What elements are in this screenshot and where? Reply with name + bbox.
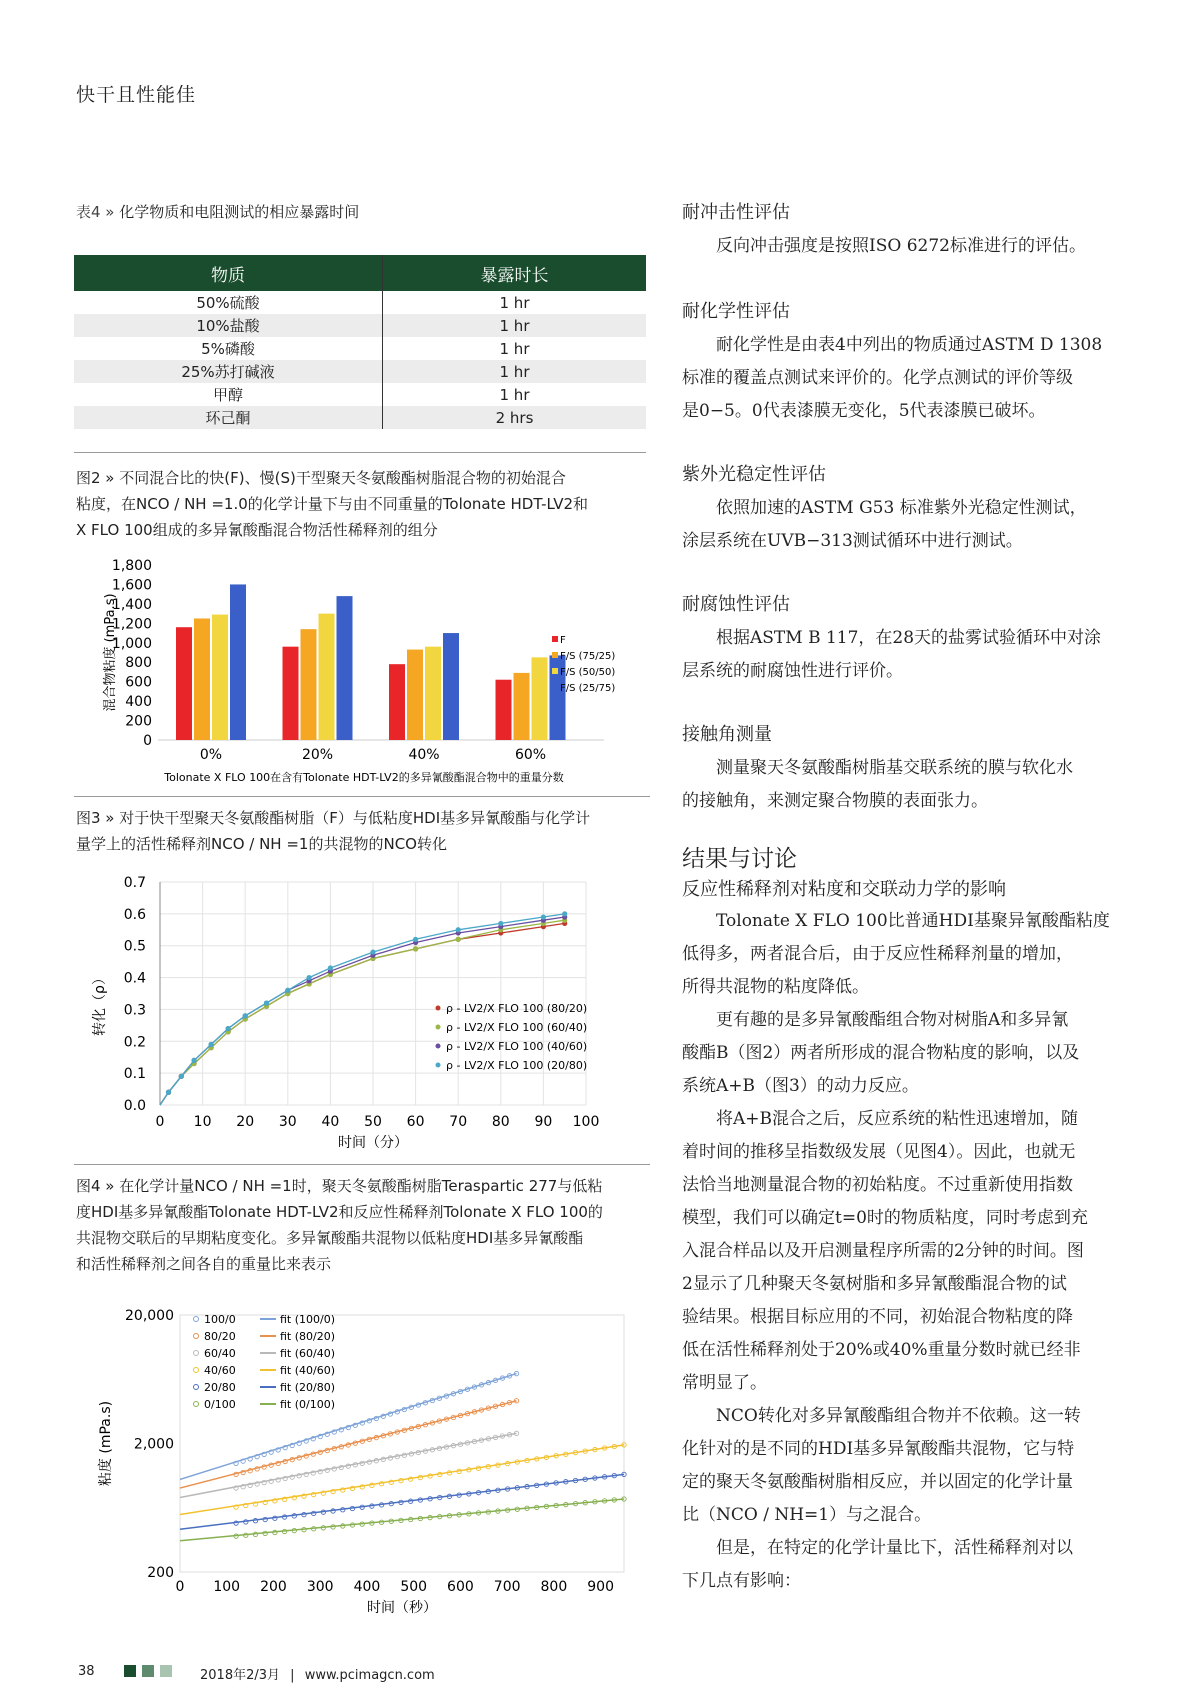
- y-axis-label: 粘度 (mPa.s): [98, 1400, 114, 1487]
- legend-label: fit (80/20): [280, 1330, 336, 1343]
- legend-marker: [194, 1334, 199, 1339]
- paragraph-line: 标准的覆盖点测试来评价的。化学点测试的评价等级: [682, 368, 1073, 388]
- legend-marker: [436, 1025, 441, 1030]
- paragraph-line: 是0−5。0代表漆膜无变化，5代表漆膜已破坏。: [682, 401, 1046, 421]
- table-cell: 5%磷酸: [74, 337, 383, 360]
- square-icon: [160, 1665, 172, 1677]
- paragraph-line: 酸酯B（图2）两者所形成的混合物粘度的影响，以及: [682, 1043, 1080, 1063]
- paragraph-line: 定的聚天冬氨酸酯树脂相反应，并以固定的化学计量: [682, 1472, 1073, 1492]
- section-title: 接触角测量: [682, 724, 772, 745]
- y-tick-label: 0: [143, 733, 152, 749]
- bar: [532, 657, 548, 740]
- exposure-table: [74, 255, 646, 429]
- data-point: [179, 1074, 184, 1079]
- bar: [319, 614, 335, 740]
- legend-label: 20/80: [204, 1381, 236, 1394]
- legend-marker: [194, 1351, 199, 1356]
- data-point: [562, 911, 567, 916]
- table-cell: 1 hr: [383, 314, 647, 337]
- legend-label: F/S (50/50): [560, 667, 616, 678]
- legend-swatch: [552, 684, 558, 690]
- y-tick-label: 0.1: [123, 1066, 146, 1083]
- paragraph-line: 模型，我们可以确定t=0时的物质粘度，同时考虑到充: [682, 1208, 1088, 1228]
- x-tick-label: 400: [353, 1579, 381, 1595]
- data-point: [226, 1026, 231, 1031]
- data-point: [307, 975, 312, 980]
- results-heading: 结果与讨论: [682, 846, 797, 872]
- table-row: [74, 406, 646, 429]
- x-tick-label: 0%: [199, 747, 223, 763]
- y-tick-label: 1,200: [111, 616, 152, 633]
- legend-swatch: [552, 668, 558, 674]
- footer-squares: [124, 1665, 172, 1677]
- y-tick-label: 1,800: [111, 558, 152, 574]
- y-tick-label: 0.3: [123, 1002, 146, 1019]
- paragraph-line: Tolonate X FLO 100比普通HDI基聚异氰酸酯粘度: [716, 911, 1110, 931]
- table-row: [74, 383, 646, 406]
- bar: [443, 633, 459, 740]
- paragraph-line: 测量聚天冬氨酸酯树脂基交联系统的膜与软化水: [716, 758, 1073, 778]
- legend-label: fit (40/60): [280, 1364, 336, 1377]
- paragraph-line: NCO转化对多异氰酸酯组合物并不依赖。这一转: [716, 1406, 1081, 1426]
- y-tick-label: 0.2: [123, 1034, 146, 1051]
- paragraph-line: 化针对的是不同的HDI基多异氰酸酯共混物，它与特: [682, 1439, 1075, 1459]
- y-tick-label: 0.0: [123, 1098, 146, 1114]
- section-title: 耐化学性评估: [682, 301, 790, 322]
- paragraph-line: 所得共混物的粘度降低。: [682, 977, 869, 997]
- data-point: [285, 988, 290, 993]
- paragraph-line: 的接触角，来测定聚合物膜的表面张力。: [682, 791, 988, 811]
- paragraph-line: 根据ASTM B 117，在28天的盐雾试验循环中对涂: [716, 628, 1102, 648]
- paragraph-line: 但是，在特定的化学计量比下，活性稀释剂对以: [716, 1538, 1073, 1558]
- paragraph-line: 验结果。根据目标应用的不同，初始混合物粘度的降: [682, 1307, 1073, 1327]
- legend-label: 40/60: [204, 1364, 236, 1377]
- legend-label: fit (0/100): [280, 1398, 336, 1411]
- square-icon: [124, 1665, 136, 1677]
- table-cell: 甲醇: [74, 383, 383, 406]
- legend-label: fit (60/40): [280, 1347, 336, 1360]
- legend-label: 100/0: [204, 1313, 236, 1326]
- x-tick-label: 10: [193, 1114, 212, 1130]
- fig4-caption-line: 度HDI基多异氰酸酯Tolonate HDT-LV2和反应性稀释剂Tolonate X FLO 100的: [76, 1203, 603, 1221]
- section-title: 耐腐蚀性评估: [682, 594, 790, 615]
- legend-marker: [194, 1368, 199, 1373]
- right-column: [682, 198, 1130, 1598]
- data-point: [541, 914, 546, 919]
- x-tick-label: 300: [306, 1579, 334, 1595]
- fig4-caption: [76, 1173, 666, 1277]
- section-title: 紫外光稳定性评估: [682, 464, 826, 485]
- x-tick-label: 100: [213, 1579, 241, 1595]
- legend-marker: [194, 1317, 199, 1322]
- table-cell: 50%硫酸: [74, 291, 383, 314]
- y-tick-label: 0.7: [123, 875, 146, 891]
- x-tick-label: 800: [540, 1579, 568, 1595]
- y-tick-label: 200: [125, 713, 152, 730]
- issue-date: 2018年2/3月: [200, 1668, 281, 1683]
- y-tick-label: 1,600: [111, 577, 152, 594]
- data-point: [264, 1000, 269, 1005]
- legend-swatch: [552, 636, 558, 642]
- x-tick-label: 700: [493, 1579, 521, 1595]
- legend-label: 0/100: [204, 1398, 236, 1411]
- bar: [407, 650, 423, 740]
- x-tick-label: 30: [278, 1114, 297, 1130]
- section-title: 耐冲击性评估: [682, 202, 790, 223]
- table-cell: 10%盐酸: [74, 314, 383, 337]
- paragraph-line: 更有趣的是多异氰酸酯组合物对树脂A和多异氰: [716, 1010, 1069, 1030]
- x-tick-label: 60%: [514, 747, 547, 763]
- fig4-caption-line: 共混物交联后的早期粘度变化。多异氰酸酯共混物以低粘度HDI基多异氰酸酯: [76, 1229, 584, 1247]
- y-tick-label: 0.5: [123, 938, 146, 955]
- footer-issue: [200, 1664, 435, 1683]
- data-point: [191, 1058, 196, 1063]
- subsection-title: 反应性稀释剂对粘度和交联动力学的影响: [682, 879, 1006, 900]
- fig2-caption-line: 图2 » 不同混合比的快(F)、慢(S)干型聚天冬氨酸酯树脂混合物的初始混合: [76, 469, 566, 487]
- bar: [194, 618, 210, 740]
- table4-caption: [76, 199, 359, 225]
- data-point: [413, 937, 418, 942]
- x-axis-label: 时间（秒）: [367, 1600, 437, 1616]
- table-cell: 1 hr: [499, 293, 530, 312]
- y-tick-label: 800: [125, 655, 152, 672]
- bar: [176, 627, 192, 740]
- data-point: [243, 1013, 248, 1018]
- legend-marker: [436, 1006, 441, 1011]
- paragraph-line: 依照加速的ASTM G53 标准紫外光稳定性测试，: [716, 498, 1087, 518]
- paragraph-line: 反向冲击强度是按照ISO 6272标准进行的评估。: [716, 236, 1086, 256]
- legend-label: ρ - LV2/X FLO 100 (60/40): [446, 1021, 588, 1034]
- legend-label: fit (100/0): [280, 1313, 336, 1326]
- table-row: [74, 337, 646, 360]
- y-tick-label: 0.6: [123, 906, 146, 923]
- bar: [230, 584, 246, 740]
- fig4-caption-line: 和活性稀释剂之间各自的重量比来表示: [76, 1255, 332, 1273]
- fig3-caption: [76, 805, 666, 857]
- website-link[interactable]: www.pcimagcn.com: [304, 1668, 435, 1683]
- legend-label: F/S (25/75): [560, 683, 616, 694]
- data-point: [498, 921, 503, 926]
- bar: [301, 629, 317, 740]
- table-row: [74, 291, 646, 314]
- data-point: [209, 1042, 214, 1047]
- paragraph-line: 2显示了几种聚天冬氨树脂和多异氰酸酯混合物的试: [682, 1274, 1067, 1294]
- table-row: [74, 360, 646, 383]
- discussion-body: [682, 905, 1130, 1598]
- y-tick-label: 0.4: [123, 970, 146, 987]
- square-icon: [142, 1665, 154, 1677]
- x-tick-label: 900: [587, 1579, 614, 1595]
- legend-marker: [436, 1063, 441, 1068]
- data-point: [456, 927, 461, 932]
- paragraph-line: 入混合样品以及开启测量程序所需的2分钟的时间。图: [682, 1241, 1084, 1261]
- fig2-caption: [76, 465, 656, 543]
- y-axis-label: 混合物粘度 (mPa.s): [103, 593, 118, 712]
- table-row: [74, 314, 646, 337]
- table-header-substance: 物质: [74, 255, 383, 291]
- y-tick-label: 1,000: [111, 635, 152, 652]
- paragraph-line: 低在活性稀释剂处于20%或40%重量分数时就已经非: [682, 1340, 1081, 1360]
- bar: [283, 647, 299, 740]
- paragraph-line: 涂层系统在UVB−313测试循环中进行测试。: [682, 531, 1023, 551]
- x-tick-label: 0: [155, 1114, 165, 1130]
- legend-label: 80/20: [204, 1330, 236, 1343]
- x-axis-label: 时间（分）: [338, 1135, 408, 1151]
- legend-marker: [436, 1044, 441, 1049]
- y-tick-label: 400: [125, 694, 152, 711]
- table-header-exposure: 暴露时长: [383, 255, 647, 291]
- bar: [389, 664, 405, 740]
- paragraph-line: 层系统的耐腐蚀性进行评价。: [682, 661, 903, 681]
- separator: |: [290, 1668, 295, 1683]
- bar: [514, 673, 530, 740]
- x-tick-label: 70: [449, 1114, 468, 1130]
- table-cell: 25%苏打碱液: [74, 360, 383, 383]
- bar: [425, 647, 441, 740]
- data-point: [166, 1090, 171, 1095]
- fig4-caption-line: 图4 » 在化学计量NCO / NH =1时，聚天冬氨酸酯树脂Teraspartic 277与低粘: [76, 1177, 603, 1195]
- y-tick-label: 1,400: [111, 596, 152, 613]
- x-tick-label: 40: [321, 1114, 340, 1130]
- x-tick-label: 500: [400, 1579, 428, 1595]
- viscosity-bar-chart: [74, 555, 654, 790]
- fig3-caption-line: 图3 » 对于快干型聚天冬氨酸酯树脂（F）与低粘度HDI基多异氰酸酯与化学计: [76, 809, 591, 827]
- data-point: [370, 949, 375, 954]
- x-tick-label: 20%: [301, 747, 334, 763]
- data-point: [413, 946, 418, 951]
- bar: [496, 680, 512, 740]
- x-tick-label: 80: [491, 1114, 510, 1130]
- legend-label: F: [560, 635, 566, 646]
- y-axis-label: 转化（ρ）: [92, 971, 108, 1036]
- fig3-caption-line: 量学上的活性稀释剂NCO / NH =1的共混物的NCO转化: [76, 835, 447, 853]
- nco-conversion-chart: [74, 870, 654, 1160]
- legend-label: 60/40: [204, 1347, 236, 1360]
- table-cell: 2 hrs: [383, 406, 647, 429]
- x-tick-label: 40%: [408, 747, 440, 763]
- fig2-caption-line: X FLO 100组成的多异氰酸酯混合物活性稀释剂的组分: [76, 521, 438, 539]
- x-tick-label: 20: [236, 1114, 255, 1130]
- y-tick-label: 2,000: [133, 1436, 174, 1453]
- paragraph-line: 将A+B混合之后，反应系统的粘性迅速增加，随: [716, 1109, 1079, 1129]
- table-cell: 环己酮: [74, 406, 383, 429]
- legend-swatch: [552, 652, 558, 658]
- y-tick-label: 600: [125, 674, 152, 691]
- x-tick-label: 200: [260, 1579, 287, 1595]
- paragraph-line: 比（NCO / NH=1）与之混合。: [682, 1505, 932, 1525]
- legend-label: ρ - LV2/X FLO 100 (20/80): [446, 1059, 588, 1072]
- fig2-caption-line: 粘度，在NCO / NH =1.0的化学计量下与由不同重量的Tolonate HDT-LV2和: [76, 495, 589, 513]
- bar: [337, 596, 353, 740]
- x-tick-label: 60: [406, 1114, 425, 1130]
- x-axis-label: Tolonate X FLO 100在含有Tolonate HDT-LV2的多异氰酸酯混合物中的重量分数: [164, 771, 564, 784]
- x-tick-label: 0: [175, 1579, 185, 1595]
- x-tick-label: 90: [534, 1114, 553, 1130]
- paragraph-line: 系统A+B（图3）的动力反应。: [682, 1076, 919, 1096]
- legend-label: fit (20/80): [280, 1381, 336, 1394]
- paragraph-line: 低得多，两者混合后，由于反应性稀释剂量的增加，: [682, 944, 1073, 964]
- paragraph-line: 常明显了。: [682, 1373, 767, 1393]
- x-tick-label: 100: [572, 1114, 600, 1130]
- x-tick-label: 600: [447, 1579, 474, 1595]
- legend-label: ρ - LV2/X FLO 100 (40/60): [446, 1040, 588, 1053]
- table4-label: 表4 »: [76, 203, 115, 221]
- legend-label: ρ - LV2/X FLO 100 (80/20): [446, 1002, 588, 1015]
- divider: [74, 1164, 650, 1165]
- table-cell: 1 hr: [499, 385, 530, 404]
- x-tick-label: 50: [364, 1114, 382, 1130]
- paragraph-line: 下几点有影响：: [682, 1571, 801, 1591]
- legend-label: F/S (75/25): [560, 651, 616, 662]
- legend-marker: [194, 1402, 199, 1407]
- legend-marker: [194, 1385, 199, 1390]
- y-tick-label: 200: [147, 1565, 174, 1581]
- table-cell: 1 hr: [499, 339, 530, 358]
- page-number: 38: [78, 1664, 95, 1679]
- data-point: [328, 965, 333, 970]
- divider: [74, 796, 650, 797]
- bar: [212, 615, 228, 740]
- y-tick-label: 20,000: [125, 1308, 174, 1324]
- paragraph-line: 耐化学性是由表4中列出的物质通过ASTM D 1308: [716, 335, 1103, 355]
- paragraph-line: 法恰当地测量混合物的初始粘度。不过重新使用指数: [682, 1175, 1073, 1195]
- viscosity-time-chart: [74, 1300, 654, 1630]
- table-cell: 1 hr: [383, 360, 647, 383]
- data-point: [456, 937, 461, 942]
- paragraph-line: 着时间的推移呈指数级发展（见图4）。因此，也就无: [682, 1142, 1076, 1162]
- running-header: 快干且性能佳: [76, 84, 197, 106]
- table4-title: 化学物质和电阻测试的相应暴露时间: [119, 203, 360, 221]
- divider: [74, 452, 646, 453]
